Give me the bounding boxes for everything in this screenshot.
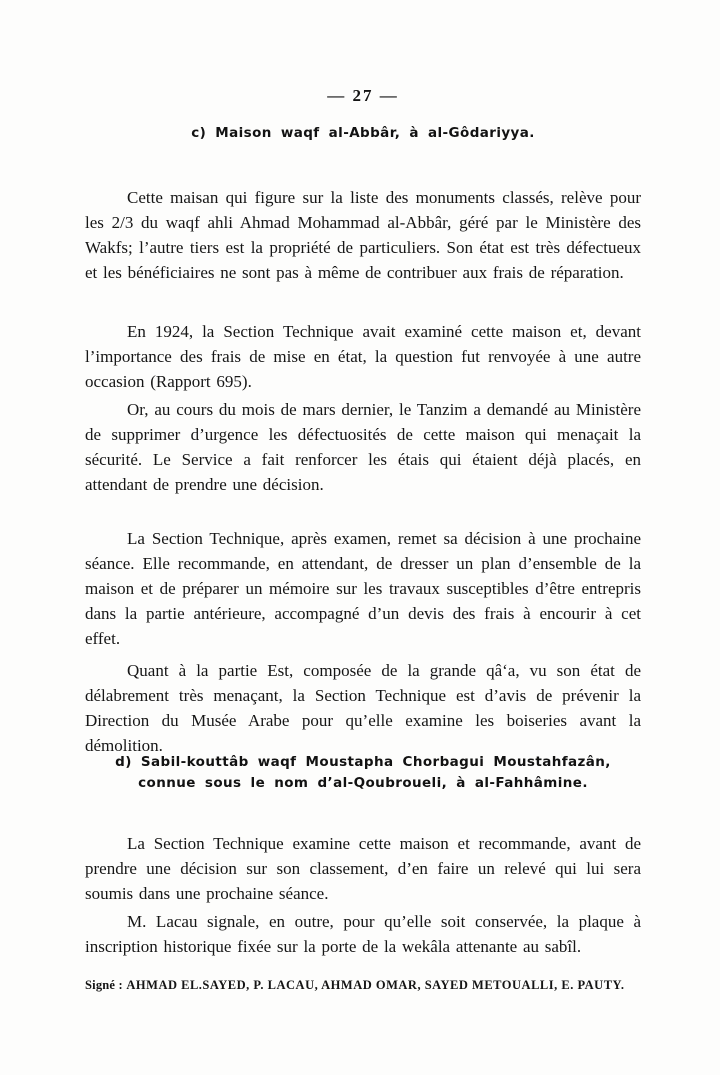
section-d-heading — [85, 752, 641, 794]
section-d-heading-line2: connue sous le nom d’al-Qoubroueli, à al-Fahhâmine. — [138, 775, 588, 791]
page-number: — 27 — — [327, 86, 399, 105]
paragraph-d1: La Section Technique examine cette maison et recommande, avant de prendre une décision sur son classement, d’en faire un relevé qui lui sera soumis dans une prochaine séance. — [85, 834, 641, 903]
signature-names: AHMAD EL.SAYED, P. LACAU, AHMAD OMAR, SAYED METOUALLI, E. PAUTY. — [126, 978, 625, 992]
paragraph-c4: La Section Technique, après examen, remet sa décision à une prochaine séance. Elle recommande, en attendant, de dresser un plan d’ensemble de la maison et de préparer un mémoire sur les travaux susceptibles d’être entrepris dans la partie antérieure, accompagné d’un devis des frais à encourir à cet effet. — [85, 529, 641, 648]
paragraph-d2: M. Lacau signale, en outre, pour qu’elle soit conservée, la plaque à inscription historique fixée sur la porte de la wekâla attenante au sabîl. — [85, 912, 641, 956]
paragraph-c2: En 1924, la Section Technique avait examiné cette maison et, devant l’importance des frais de mise en état, la question fut renvoyée à une autre occasion (Rapport 695). — [85, 322, 641, 391]
paragraph-c3: Or, au cours du mois de mars dernier, le Tanzim a demandé au Ministère de supprimer d’urgence les défectuosités de cette maison qui menaçait la sécurité. Le Service a fait renforcer les étais qui étaient déjà placés, en attendant de prendre une décision. — [85, 400, 641, 494]
section-c-heading: c) Maison waqf al-Abbâr, à al-Gôdariyya. — [191, 125, 535, 141]
paragraph-c1: Cette maisan qui figure sur la liste des monuments classés, relève pour les 2/3 du waqf ahli Ahmad Mohammad al-Abbâr, géré par le Ministère des Wakfs; l’autre tiers est la propriété de particuliers. Son état est très défectueux et les bénéficiaires ne sont pas à même de contribuer aux frais de réparation. — [85, 188, 641, 282]
signature-line — [85, 978, 641, 993]
paragraph-c5: Quant à la partie Est, composée de la grande qâ‘a, vu son état de délabrement très menaçant, la Section Technique est d’avis de prévenir la Direction du Musée Arabe pour qu’elle examine les boiseries avant la démolition. — [85, 661, 641, 755]
section-d-heading-line1: d) Sabil-kouttâb waqf Moustapha Chorbagui Moustahfazân, — [115, 754, 611, 770]
signature-label: Signé : — [85, 978, 123, 992]
